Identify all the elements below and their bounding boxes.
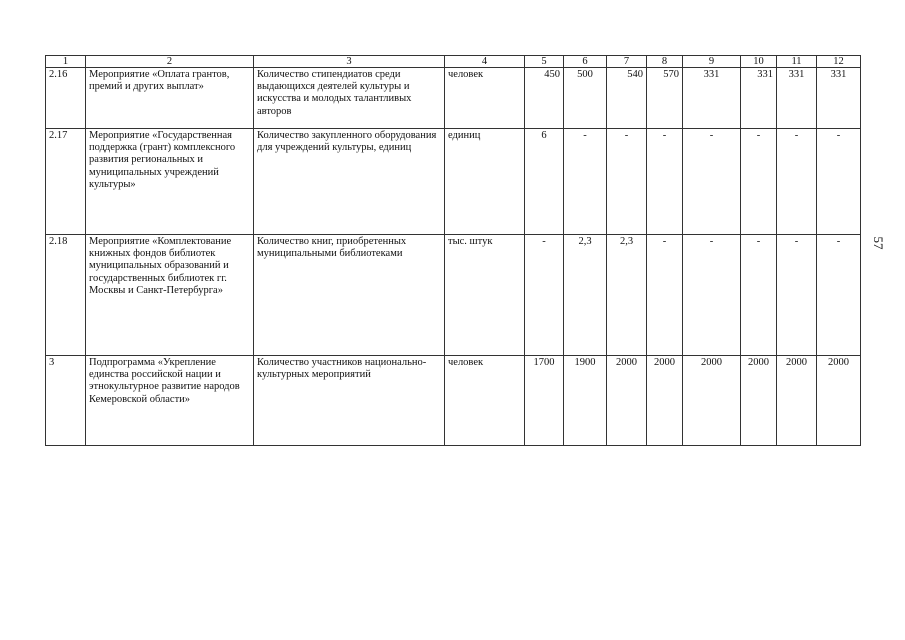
row-value: 1700 [525,356,564,446]
header-cell: 5 [525,56,564,68]
row-value: - [817,235,861,356]
row-value: 500 [564,68,607,129]
row-value: 540 [607,68,647,129]
row-value: - [607,129,647,235]
row-value: - [683,235,741,356]
row-value: 2,3 [564,235,607,356]
row-indicator: Количество книг, приобретенных муниципальными библиотеками [254,235,445,356]
row-number: 2.18 [46,235,86,356]
row-name: Мероприятие «Оплата грантов, премий и других выплат» [86,68,254,129]
header-cell: 1 [46,56,86,68]
row-unit: единиц [445,129,525,235]
header-cell: 4 [445,56,525,68]
row-number: 2.17 [46,129,86,235]
header-cell: 2 [86,56,254,68]
row-indicator: Количество участников национально-культурных мероприятий [254,356,445,446]
header-cell: 6 [564,56,607,68]
row-unit: человек [445,68,525,129]
row-value: 2,3 [607,235,647,356]
table-header-row [46,56,861,68]
row-number: 3 [46,356,86,446]
row-value: 2000 [683,356,741,446]
table-row [46,235,861,356]
page-number: 57 [871,236,886,250]
row-value: - [647,129,683,235]
row-unit: тыс. штук [445,235,525,356]
row-value: 6 [525,129,564,235]
row-value: - [777,129,817,235]
row-value: 450 [525,68,564,129]
row-value: 1900 [564,356,607,446]
header-cell: 10 [741,56,777,68]
row-indicator: Количество стипендиатов среди выдающихся деятелей культуры и искусства и молодых талантливых авторов [254,68,445,129]
row-name: Мероприятие «Государственная поддержка (грант) комплексного развития региональных и муниципальных учреждений культуры» [86,129,254,235]
row-value: 570 [647,68,683,129]
header-cell: 12 [817,56,861,68]
row-value: - [647,235,683,356]
row-indicator: Количество закупленного оборудования для учреждений культуры, единиц [254,129,445,235]
row-name: Мероприятие «Комплектование книжных фондов библиотек муниципальных образований и государственных библиотек гг. Москвы и Санкт-Петербурга» [86,235,254,356]
row-number: 2.16 [46,68,86,129]
header-cell: 8 [647,56,683,68]
row-value: - [741,235,777,356]
row-value: 2000 [647,356,683,446]
table-row [46,129,861,235]
table-row [46,356,861,446]
header-cell: 9 [683,56,741,68]
row-value: 2000 [777,356,817,446]
indicators-table [45,55,861,446]
row-value: 2000 [741,356,777,446]
header-cell: 3 [254,56,445,68]
row-value: 2000 [817,356,861,446]
row-value: - [817,129,861,235]
row-value: - [525,235,564,356]
table-row [46,68,861,129]
row-name: Подпрограмма «Укрепление единства российской нации и этнокультурное развитие народов Кемеровской области» [86,356,254,446]
row-value: - [741,129,777,235]
row-value: - [564,129,607,235]
row-value: 331 [777,68,817,129]
row-value: 331 [741,68,777,129]
row-value: 331 [683,68,741,129]
header-cell: 7 [607,56,647,68]
header-cell: 11 [777,56,817,68]
row-unit: человек [445,356,525,446]
row-value: 2000 [607,356,647,446]
row-value: 331 [817,68,861,129]
row-value: - [683,129,741,235]
row-value: - [777,235,817,356]
